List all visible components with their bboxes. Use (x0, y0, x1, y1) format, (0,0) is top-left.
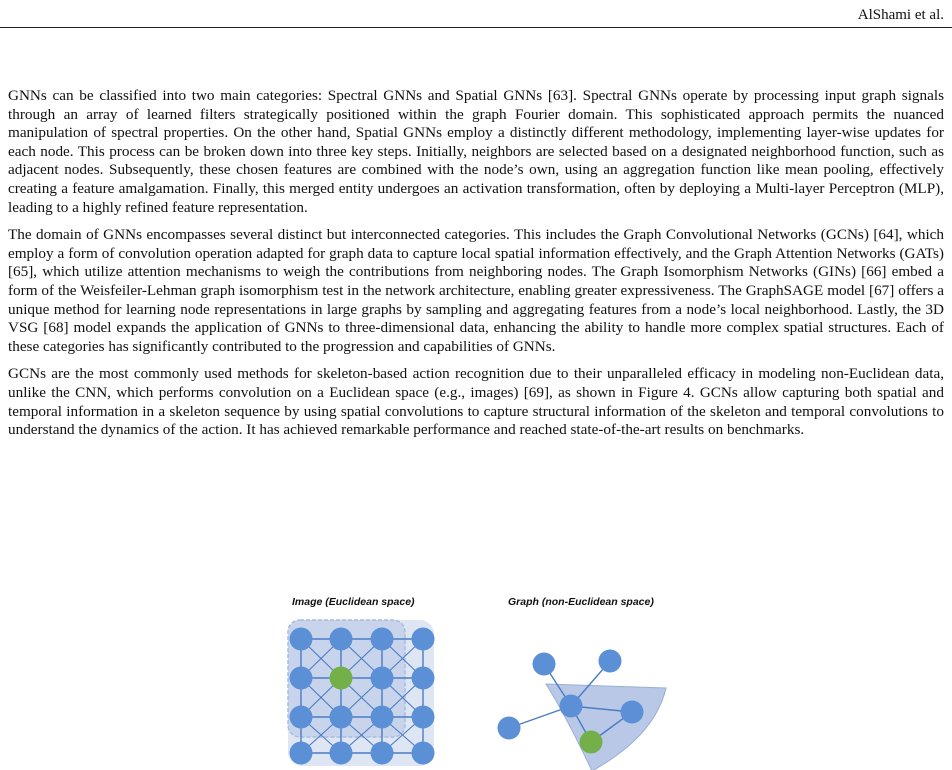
figure-graphic (0, 596, 952, 770)
paragraph-spectral-spatial-gnns: GNNs can be classified into two main categories: Spectral GNNs and Spatial GNNs [63]. Spectral GNNs operate by processing input graph signals through an array of learned filters strategically positioned within the graph Fourier domain. This sophisticated approach permits the nuanced manipulation of spectral properties. On the other hand, Spatial GNNs employ a distinctly different methodology, implementing layer-wise updates for each node. This process can be broken down into three key steps. Initially, neighbors are selected based on a designated neighborhood function, such as adjacent nodes. Subsequently, these chosen features are combined with the node’s own, using an aggregation function like mean pooling, effectively creating a feature amalgamation. Finally, this merged entity undergoes an activation transformation, often by deploying a Multi-layer Perceptron (MLP), leading to a highly refined feature representation. (8, 87, 944, 216)
figure-label-non-euclidean: Graph (non-Euclidean space) (508, 596, 654, 608)
body-text (8, 87, 944, 449)
grid-node (371, 667, 394, 690)
grid-center-node (330, 667, 353, 690)
graph-node (621, 701, 644, 724)
grid-node (290, 706, 313, 729)
euclidean-grid-panel (288, 620, 435, 766)
grid-node (371, 706, 394, 729)
figure-label-euclidean: Image (Euclidean space) (292, 596, 415, 608)
grid-node (330, 706, 353, 729)
figure-4 (0, 596, 952, 770)
paragraph-gcns-action-recognition: GCNs are the most commonly used methods for skeleton-based action recognition due to their unparalleled efficacy in modeling non-Euclidean data, unlike the CNN, which performs convolution on a Euclidean space (e.g., images) [69], as shown in Figure 4. GCNs allow capturing both spatial and temporal information in a skeleton sequence by using spatial convolutions to capture structural information of the skeleton and temporal convolutions to understand the dynamics of the action. It has achieved remarkable performance and reached state-of-the-art results on benchmarks. (8, 365, 944, 439)
grid-node (412, 742, 435, 765)
grid-node (371, 628, 394, 651)
graph-panel (498, 650, 667, 770)
grid-node (371, 742, 394, 765)
grid-node (330, 628, 353, 651)
grid-node (412, 667, 435, 690)
paragraph-gnn-categories: The domain of GNNs encompasses several distinct but interconnected categories. This includes the Graph Convolutional Networks (GCNs) [64], which employ a form of convolution operation adapted for graph data to capture local spatial information effectively, and the Graph Attention Networks (GATs) [65], which utilize attention mechanisms to weigh the contributions from neighboring nodes. The Graph Isomorphism Networks (GINs) [66] embed a form of the Weisfeiler-Lehman graph isomorphism test in the network architecture, enabling greater expressiveness. The GraphSAGE model [67] offers a unique method for learning node representations in large graphs by sampling and aggregating features from a node’s local neighborhood. Lastly, the 3D VSG [68] model expands the application of GNNs to three-dimensional data, enhancing the ability to handle more complex spatial structures. Each of these categories has significantly contributed to the progression and capabilities of GNNs. (8, 226, 944, 355)
graph-node (560, 695, 583, 718)
graph-node (498, 717, 521, 740)
graph-node (599, 650, 622, 673)
grid-node (290, 667, 313, 690)
grid-node (412, 628, 435, 651)
grid-node (290, 628, 313, 651)
graph-node (533, 653, 556, 676)
running-head: AlShami et al. (857, 7, 944, 23)
grid-node (290, 742, 313, 765)
grid-node (412, 706, 435, 729)
header-rule (0, 27, 952, 28)
grid-node (330, 742, 353, 765)
graph-target-node (580, 731, 603, 754)
